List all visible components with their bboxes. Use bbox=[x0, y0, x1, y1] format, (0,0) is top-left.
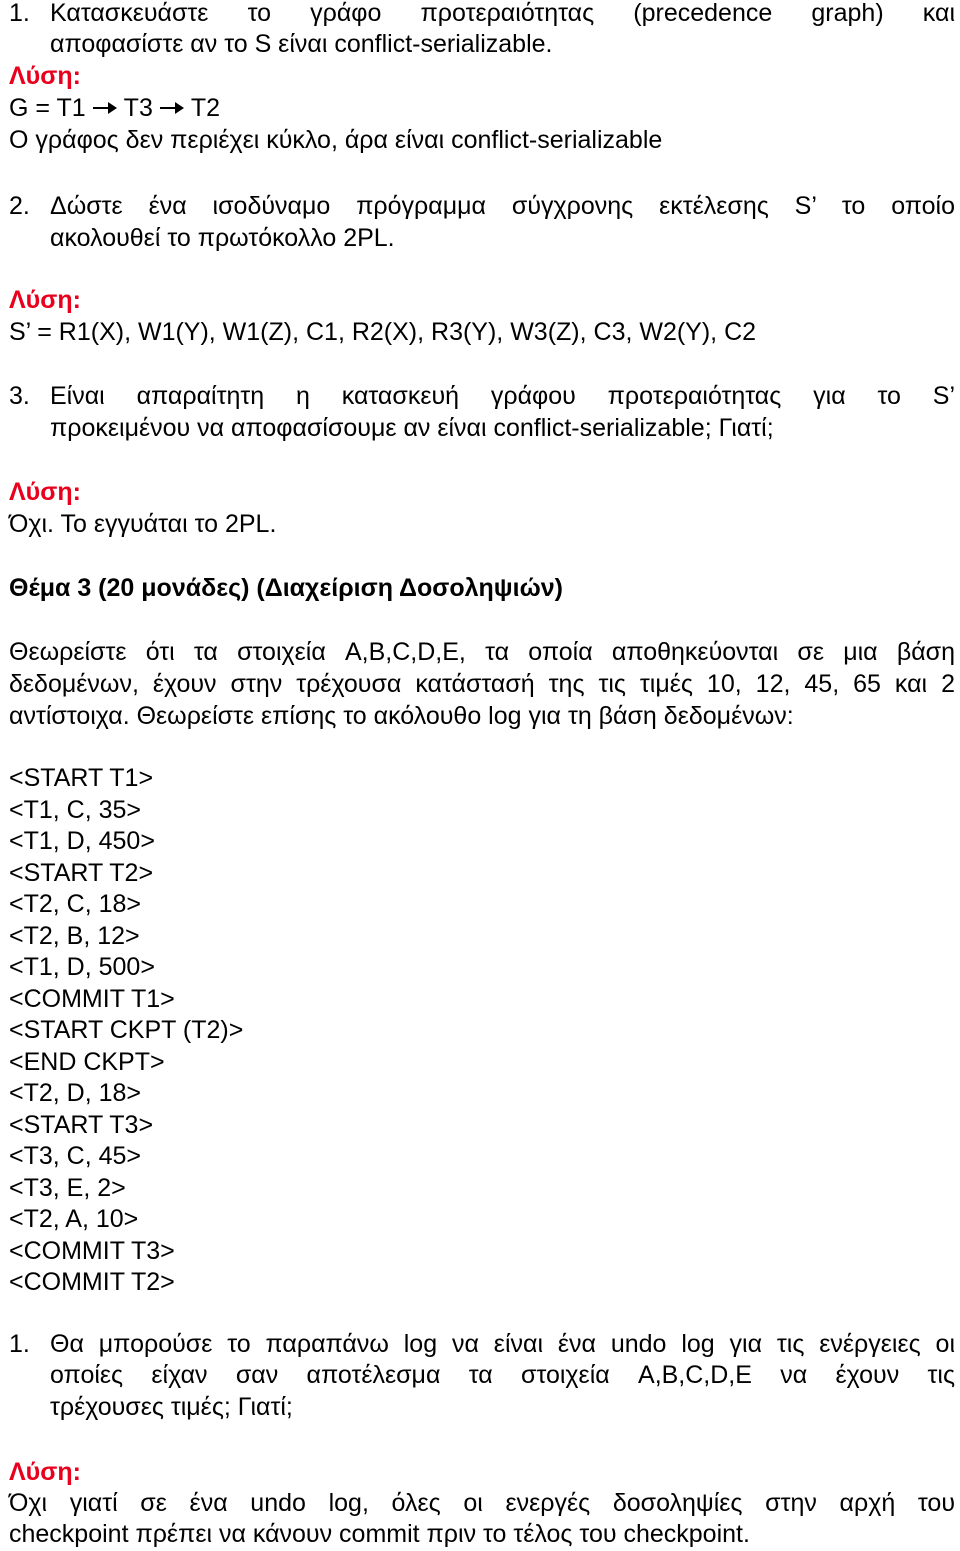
question-2-line-1 bbox=[9, 190, 955, 222]
question-3-answer: Όχι. Το εγγυάται το 2PL. bbox=[9, 510, 277, 538]
topic-3-question-1-answer-line-1: Όχι γιατί σε ένα undo log, όλες οι ενεργές δοσοληψίες στην αρχή του bbox=[9, 1489, 955, 1517]
topic-3-section bbox=[9, 570, 955, 730]
graph-middle: T3 bbox=[123, 94, 153, 122]
log-entry: <T1, D, 450> bbox=[9, 827, 155, 855]
right-arrow-icon bbox=[159, 100, 185, 116]
log-entry: <START T1> bbox=[9, 764, 154, 792]
topic-3-question-1-answer-line-2: checkpoint πρέπει να κάνουν commit πριν το τέλος του checkpoint. bbox=[9, 1520, 750, 1548]
question-2 bbox=[9, 188, 955, 348]
question-1 bbox=[9, 0, 955, 160]
question-3-number: 3. bbox=[9, 382, 30, 410]
question-1-text-1: Κατασκευάστε το γράφο προτεραιότητας (precedence graph) και bbox=[50, 0, 955, 27]
solution-label: Λύση: bbox=[9, 62, 81, 90]
topic-3-intro-line-3: αντίστοιχα. Θεωρείστε επίσης το ακόλουθο log για τη βάση δεδομένων: bbox=[9, 702, 794, 730]
solution-label: Λύση: bbox=[9, 1458, 81, 1486]
question-3-line-2: προκειμένου να αποφασίσουμε αν είναι conflict-serializable; Γιατί; bbox=[50, 414, 774, 442]
graph-end: T2 bbox=[190, 94, 221, 122]
question-1-answer: Ο γράφος δεν περιέχει κύκλο, άρα είναι conflict-serializable bbox=[9, 126, 663, 154]
log-entry: <COMMIT T1> bbox=[9, 984, 175, 1013]
topic-3-question-1-number: 1. bbox=[9, 1330, 30, 1358]
log-entry: <T2, D, 18> bbox=[9, 1079, 142, 1107]
log-entry: <T2, C, 18> bbox=[9, 890, 142, 918]
log-entry: <START CKPT (T2)> bbox=[9, 1016, 244, 1044]
topic-3-intro-line-2: δεδομένων, έχουν στην τρέχουσα κατάστασή της τις τιμές 10, 12, 45, 65 και 2 bbox=[9, 670, 955, 698]
log-entry: <T1, C, 35> bbox=[9, 795, 142, 824]
precedence-graph bbox=[9, 92, 955, 124]
question-2-line-2: ακολουθεί το πρωτόκολλο 2PL. bbox=[50, 224, 395, 252]
question-3-text-1: Είναι απαραίτητη η κατασκευή γράφου προτεραιότητας για το S’ bbox=[50, 382, 955, 410]
topic-3-question-1-text-1: Θα μπορούσε το παραπάνω log να είναι ένα undo log για τις ενέργειες οι bbox=[50, 1330, 955, 1358]
log-entry: <START T3> bbox=[9, 1110, 154, 1139]
question-3-line-1 bbox=[9, 380, 955, 412]
question-3 bbox=[9, 378, 955, 538]
question-1-number: 1. bbox=[9, 0, 30, 27]
graph-start: G = T1 bbox=[9, 94, 86, 122]
topic-3-question-1 bbox=[9, 1328, 955, 1551]
question-2-number: 2. bbox=[9, 192, 30, 220]
log-entry: <T2, A, 10> bbox=[9, 1205, 139, 1233]
topic-3-heading: Θέμα 3 (20 μονάδες) (Διαχείριση Δοσοληψιών) bbox=[9, 574, 563, 602]
topic-3-question-1-line-3: τρέχουσες τιμές; Γιατί; bbox=[50, 1393, 293, 1421]
question-2-text-1: Δώστε ένα ισοδύναμο πρόγραμμα σύγχρονης εκτέλεσης S’ το οποίο bbox=[50, 192, 955, 220]
log-entry: <COMMIT T2> bbox=[9, 1268, 175, 1296]
transaction-log bbox=[9, 762, 955, 1302]
log-entry: <T3, E, 2> bbox=[9, 1173, 126, 1202]
solution-label: Λύση: bbox=[9, 286, 81, 314]
log-entry: <COMMIT T3> bbox=[9, 1236, 175, 1265]
log-entry: <END CKPT> bbox=[9, 1047, 165, 1076]
topic-3-question-1-line-1 bbox=[9, 1328, 955, 1360]
log-entry: <START T2> bbox=[9, 858, 154, 887]
question-1-line-1 bbox=[9, 0, 955, 29]
question-2-answer: S’ = R1(X), W1(Y), W1(Z), C1, R2(X), R3(Y), W3(Z), C3, W2(Y), C2 bbox=[9, 318, 757, 346]
question-1-line-2: αποφασίστε αν το S είναι conflict-serializable. bbox=[50, 30, 553, 58]
solution-label: Λύση: bbox=[9, 478, 81, 506]
log-entry: <T3, C, 45> bbox=[9, 1142, 142, 1170]
topic-3-intro-line-1: Θεωρείστε ότι τα στοιχεία A,B,C,D,E, τα οποία αποθηκεύονται σε μια βάση bbox=[9, 638, 955, 666]
log-entry: <T2, B, 12> bbox=[9, 921, 140, 950]
log-entry: <T1, D, 500> bbox=[9, 953, 155, 981]
right-arrow-icon bbox=[92, 100, 118, 116]
topic-3-question-1-line-2: οποίες είχαν σαν αποτέλεσμα τα στοιχεία A,B,C,D,E να έχουν τις bbox=[50, 1361, 955, 1389]
